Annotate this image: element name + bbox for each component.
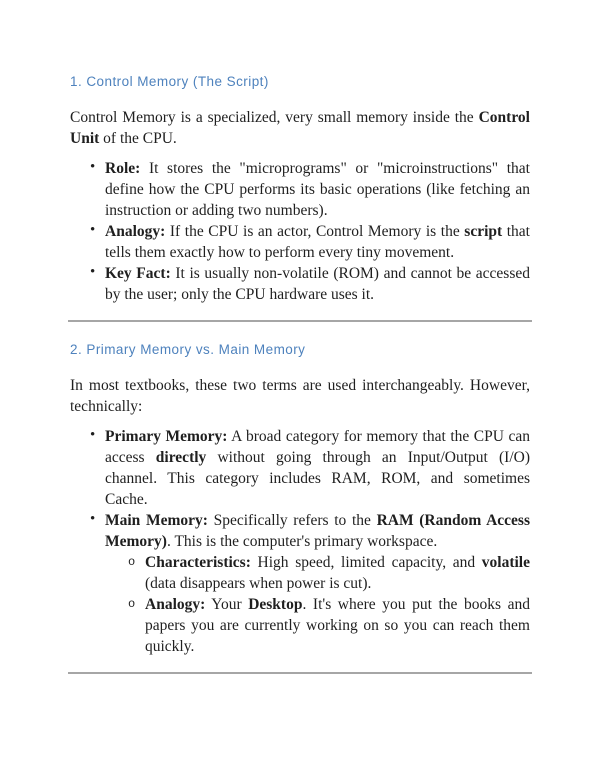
bullet-dot-icon: •	[90, 264, 96, 280]
list-sub-item	[70, 552, 530, 594]
list-item-text: Key Fact: It is usually non-volatile (ROM) and cannot be accessed by the user; only the CPU hardware uses it.	[105, 265, 530, 303]
list-item-text: Analogy: If the CPU is an actor, Control Memory is the script that tells them exactly how to perform every tiny movement.	[105, 223, 530, 261]
section-2-bullet-list	[70, 426, 530, 657]
section-2-heading: 2. Primary Memory vs. Main Memory	[70, 342, 306, 357]
bullet-dot-icon: •	[90, 159, 96, 175]
list-item	[70, 426, 530, 510]
bullet-dot-icon: •	[90, 511, 96, 527]
section-1-intro-paragraph: Control Memory is a specialized, very small memory inside the Control Unit of the CPU.	[70, 109, 530, 147]
list-item	[70, 221, 530, 263]
list-item-text: Primary Memory: A broad category for memory that the CPU can access directly without going through an Input/Output (I/O) channel. This category includes RAM, ROM, and sometimes Cache.	[105, 428, 530, 508]
list-item-text: Role: It stores the "microprograms" or "microinstructions" that define how the CPU performs its basic operations (like fetching an instruction or adding two numbers).	[105, 160, 530, 219]
list-item-text: Analogy: Your Desktop. It's where you put the books and papers you are currently working on so you can reach them quickly.	[145, 596, 531, 655]
list-item-text: Main Memory: Specifically refers to the RAM (Random Access Memory). This is the computer's primary workspace.	[105, 512, 530, 550]
bullet-dot-icon: •	[90, 427, 96, 443]
section-1-heading: 1. Control Memory (The Script)	[70, 74, 269, 89]
section-control-memory	[70, 73, 530, 322]
section-primary-vs-main-memory	[70, 341, 530, 674]
section-1-bullet-list	[70, 158, 530, 305]
bullet-circle-icon: o	[128, 555, 136, 569]
bullet-circle-icon: o	[128, 597, 136, 611]
section-divider	[68, 320, 532, 322]
section-divider	[68, 672, 532, 674]
list-item-text: Characteristics: High speed, limited capacity, and volatile (data disappears when power is cut).	[145, 554, 530, 592]
list-sub-item	[70, 594, 530, 657]
list-item	[70, 158, 530, 221]
bullet-dot-icon: •	[90, 222, 96, 238]
section-2-intro-paragraph: In most textbooks, these two terms are used interchangeably. However, technically:	[70, 377, 530, 415]
list-item	[70, 510, 530, 552]
list-item	[70, 263, 530, 305]
